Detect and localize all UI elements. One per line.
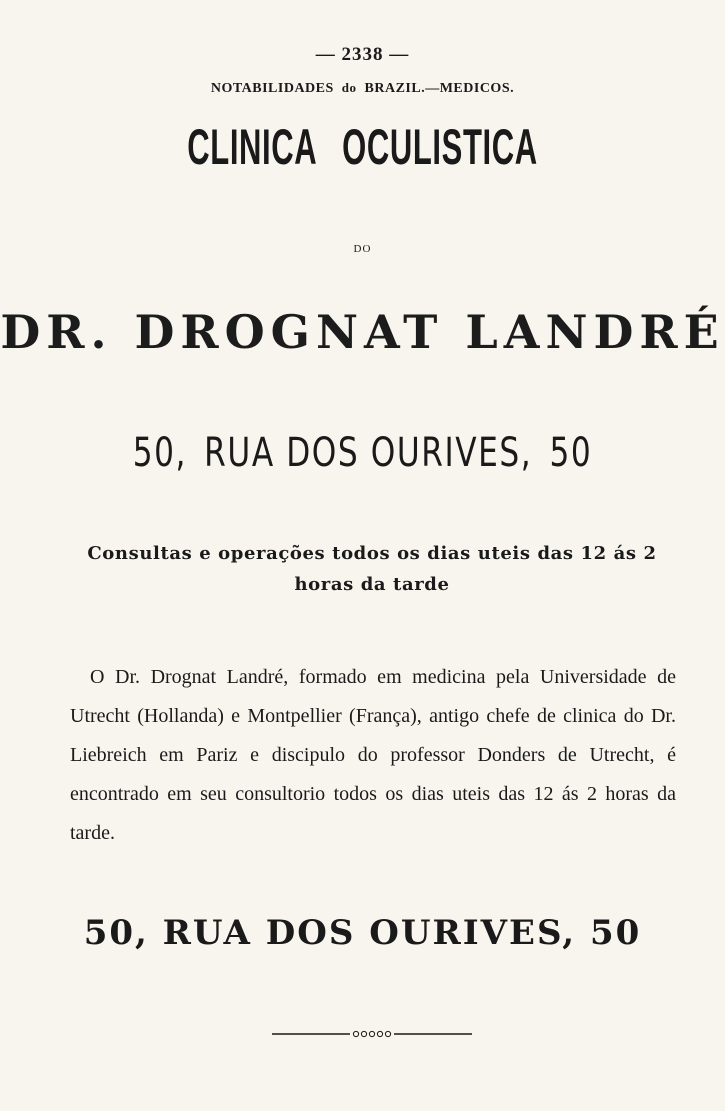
address-heading [80, 430, 646, 476]
address-number-right: 50 [549, 430, 593, 476]
office-hours: Consultas e operações todos os dias uteis das 12 ás 2 horas da tarde [87, 543, 657, 595]
doctor-last-name: LANDRÉ [465, 305, 725, 359]
running-head-part3: BRAZIL.—MEDICOS. [364, 81, 515, 96]
clinic-title-word1: CLINICA [187, 119, 318, 175]
address-street: RUA DOS OURIVES, [204, 430, 533, 476]
page-number: — 2338 — [315, 44, 410, 65]
running-head [0, 80, 725, 97]
clinic-title-word2: OCULISTICA [342, 119, 538, 175]
address-footer: 50, RUA DOS OURIVES, 50 [83, 913, 642, 953]
ornamental-rule [272, 1028, 472, 1040]
doctor-prefix: DR. [0, 305, 113, 359]
running-head-part2: do [341, 80, 357, 95]
doctor-name [0, 305, 725, 359]
running-head-part1: NOTABILIDADES [210, 81, 334, 96]
clinic-title [138, 118, 588, 176]
address-number-left: 50, [132, 430, 188, 476]
body-paragraph: O Dr. Drognat Landré, formado em medicina pela Universidade de Utrecht (Hollanda) e Montpellier (França), antigo chefe de clinica do Dr. Liebreich em Pariz e discipulo do professor Donders de Utrecht, é encontrado em seu consultorio todos os dias uteis das 12 ás 2 horas da tarde. [70, 666, 676, 844]
doctor-first-name: DROGNAT [134, 305, 444, 359]
preposition: DO [353, 243, 372, 255]
